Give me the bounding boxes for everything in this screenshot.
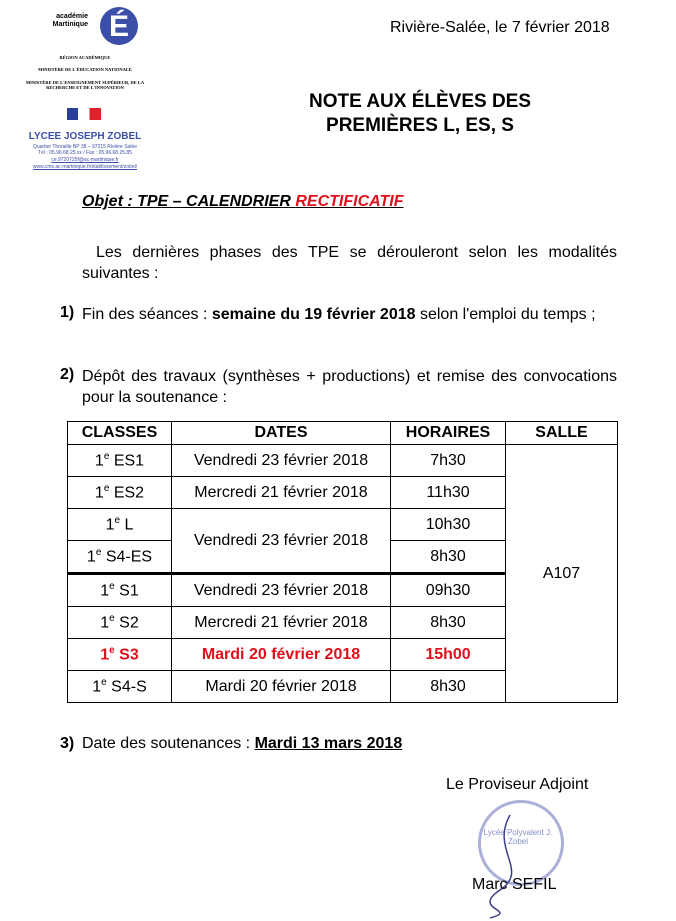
defense-date: Mardi 13 mars 2018 [254,735,403,752]
class-cell: 1e S4-S [68,671,172,703]
school-email[interactable]: ce.9720725f@ac-martinique.fr [51,157,119,163]
school-phone: Tél : 05.96.68.25.xx / Fax : 05.96.68.25.85 [38,150,132,156]
table-row [68,445,618,477]
class-cell: 1e S1 [68,574,172,607]
time-cell: 09h30 [391,574,506,607]
header-horaires: HORAIRES [391,422,506,445]
date-cell: Vendredi 23 février 2018 [172,445,391,477]
item-1 [82,304,617,325]
signatory-name: Marc SEFIL [472,876,557,893]
school-name: LYCEE JOSEPH ZOBEL [28,131,142,142]
time-cell: 11h30 [391,477,506,509]
ministry-1: MINISTÈRE DE L'ÉDUCATION NATIONALE [38,67,132,72]
class-cell: 1e ES2 [68,477,172,509]
subject-highlight: RECTIFICATIF [295,193,404,210]
item-2-num: 2) [60,366,75,383]
school-website[interactable]: www.cms.ac-martinique.fr/etablissement/zobel/ [32,164,138,170]
time-cell: 8h30 [391,671,506,703]
class-cell: 1e S3 [68,639,172,671]
date-cell: Mardi 20 février 2018 [172,639,391,671]
item-1-num: 1) [60,304,75,321]
time-cell: 8h30 [391,541,506,574]
date-cell: Vendredi 23 février 2018 [172,574,391,607]
ministry-2: MINISTÈRE DE L'ENSEIGNEMENT SUPÉRIEUR, DE LA RECHERCHE ET DE L'INNOVATION [25,80,145,90]
school-address: Quartier Thoraille BP 38 – 97215 Rivière Salée [32,144,138,150]
date-cell: Mardi 20 février 2018 [172,671,391,703]
title-line-2: PREMIÈRES L, ES, S [326,115,514,136]
header-dates: DATES [172,422,391,445]
item-3-a: Date des soutenances : [82,735,255,752]
date-cell: Vendredi 23 février 2018 [172,509,391,574]
time-cell: 7h30 [391,445,506,477]
item-1-date: semaine du 19 février 2018 [211,306,416,323]
date-cell: Mercredi 21 février 2018 [172,607,391,639]
date-cell: Mercredi 21 février 2018 [172,477,391,509]
academie-logo: É [100,7,138,45]
item-1-c: selon l'emploi du temps ; [415,306,596,323]
item-3 [82,735,402,753]
time-cell: 10h30 [391,509,506,541]
place-date: Rivière-Salée, le 7 février 2018 [390,19,610,36]
schedule-table [67,421,618,703]
time-cell: 8h30 [391,607,506,639]
title-line-1: NOTE AUX ÉLÈVES DES [308,91,532,112]
region-label: RÉGION ACADÉMIQUE [59,55,111,60]
subject [82,193,404,211]
academie-label: académie Martinique [52,13,88,28]
salle-cell: A107 [506,445,618,703]
signatory-role: Le Proviseur Adjoint [446,776,589,793]
letterhead [10,5,160,185]
header-salle: SALLE [506,422,618,445]
time-cell: 15h00 [391,639,506,671]
item-3-num: 3) [60,735,75,752]
table-header [68,422,618,445]
intro: Les dernières phases des TPE se dérouleront selon les modalités suivantes : [82,244,617,282]
marianne-flag-icon [67,108,101,120]
class-cell: 1e S2 [68,607,172,639]
header-classes: CLASSES [68,422,172,445]
handwritten-signature [470,810,550,920]
note-title [250,90,590,138]
class-cell: 1e S4-ES [68,541,172,574]
class-cell: 1e ES1 [68,445,172,477]
item-2: Dépôt des travaux (synthèses + productions) et remise des convocations pour la soutenance : [82,368,617,406]
class-cell: 1e L [68,509,172,541]
item-1-a: Fin des séances : [82,306,212,323]
subject-text: Objet : TPE – CALENDRIER [82,193,296,210]
stamp-text: Lycée Polyvalent J. Zobel [483,828,553,846]
